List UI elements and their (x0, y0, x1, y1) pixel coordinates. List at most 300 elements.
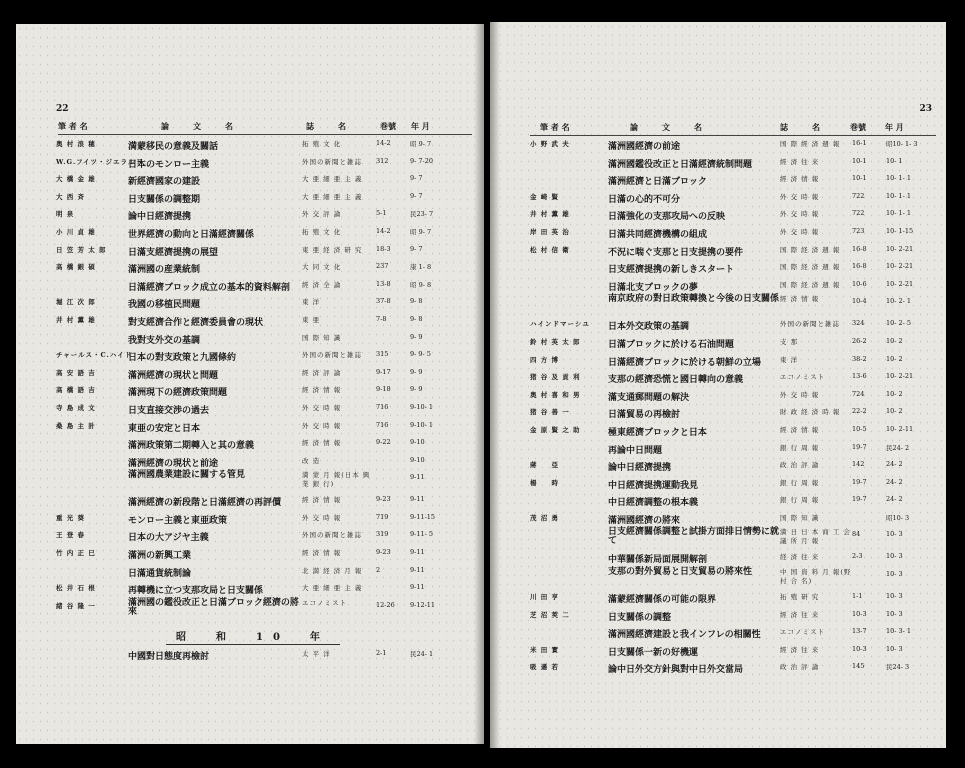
entry-row (16, 296, 484, 314)
date: 9-10 (410, 438, 425, 447)
entry-row (16, 244, 484, 262)
publication-name: 大 亜 細 亜 主 義 (302, 192, 363, 201)
author-name: 奥 村 喜 和 男 (530, 390, 581, 399)
entry-row (490, 371, 946, 389)
volume-number: 722 (852, 209, 865, 218)
article-title: 日支關係一新の好機運 (608, 647, 699, 658)
entry-row (16, 191, 484, 209)
entry-row (490, 226, 946, 244)
entry-row (16, 402, 484, 420)
volume-number: 1-1 (852, 592, 863, 601)
date: 9-10 (410, 455, 425, 464)
date: 10- 3 (886, 530, 903, 539)
author-name: 高 安 語 吉 (56, 368, 96, 377)
volume-number: 19-7 (852, 442, 867, 451)
entry-row (16, 455, 484, 473)
volume-number: 5-1 (376, 209, 387, 218)
article-title: 再轉機に立つ支那攻局と日支關係 (128, 586, 264, 597)
date: 10- 2-21 (886, 279, 914, 288)
volume-number: 14-2 (376, 226, 391, 235)
publication-name: 大 亜 細 亜 主 義 (302, 175, 363, 184)
publication-name: 東 洋 (302, 298, 321, 307)
volume-number: 9-23 (376, 548, 391, 557)
header-author: 筆 者 名 (58, 121, 88, 131)
volume-number: 13-8 (376, 279, 391, 288)
publication-name: 經 済 情 報 (302, 496, 342, 505)
article-title: 論中日經濟提携 (608, 463, 672, 474)
author-name: 竹 内 正 巳 (56, 549, 96, 558)
volume-number: 324 (852, 319, 865, 328)
entry-row (16, 420, 484, 438)
header-date: 年 月 (411, 121, 430, 131)
publication-name: 外 交 時 報 (780, 390, 820, 399)
author-name: 松 村 信 衛 (530, 245, 570, 254)
date: 10- 2 (886, 407, 903, 416)
article-title: 論中日經濟提携 (128, 212, 192, 223)
article-title: 日支直接交渉の過去 (128, 405, 210, 416)
volume-number: 716 (376, 420, 389, 429)
author-name: 奥 村 浪 穂 (56, 140, 96, 148)
header-volume: 巻號 (380, 121, 396, 131)
author-name: 明 泉 (56, 210, 75, 219)
article-title: 日本外交政策の基調 (608, 322, 690, 333)
article-title: 極東經濟ブロックと日本 (608, 427, 707, 438)
entry-row (16, 173, 484, 191)
article-title: 日滿強化の支那攻局への反映 (608, 212, 726, 223)
date: 康 1- 8 (410, 263, 432, 272)
publication-name: 中 国 資 料 月 報(野 村 合 名) (780, 568, 852, 586)
author-name: 日 笠 芳 太 郎 (56, 245, 107, 254)
date: 10- 2 (886, 336, 903, 345)
volume-number: 145 (852, 662, 865, 671)
publication-name: 經 済 情 報 (780, 175, 820, 184)
author-name: 楊 時 (530, 478, 560, 487)
article-title: 滿洲現下の經濟政策問題 (128, 388, 228, 399)
author-name: 茂 沼 勇 (530, 513, 560, 522)
publication-name: 太 平 洋 (302, 649, 331, 658)
volume-number: 9-18 (376, 385, 391, 394)
date: 10- 1- 1 (886, 209, 912, 218)
date: 昭 9- 7 (410, 227, 432, 236)
author-name: 吸 遜 若 (530, 663, 560, 672)
date: 9- 8 (410, 314, 423, 323)
publication-name: 満 蒙 月 報(日本 興 業 銀 行) (302, 471, 371, 489)
date: 10- 3 (886, 644, 903, 653)
entry-row (16, 648, 484, 666)
author-name: 緒 谷 隆 一 (56, 601, 96, 610)
article-title: 滿洲經濟と日滿ブロック (608, 177, 707, 188)
header-publication: 誌 名 (780, 122, 820, 132)
header-author: 筆 者 名 (540, 122, 570, 132)
volume-number: 16-8 (852, 262, 867, 271)
publication-name: 大 同 文 化 (302, 263, 342, 272)
article-title: 再論中日問題 (608, 445, 663, 456)
volume-number: 84 (852, 530, 861, 539)
author-name: 金 原 賢 之 助 (530, 425, 581, 434)
header-title: 論 文 名 (161, 121, 233, 131)
publication-name: 政 治 評 論 (780, 663, 820, 672)
date: 民24- 3 (886, 663, 910, 672)
author-name: 米 田 實 (530, 645, 560, 654)
year-heading (16, 622, 484, 648)
volume-number: 10-5 (852, 424, 867, 433)
date: 24- 2 (886, 477, 903, 486)
author-name: ハインドマーシユ (530, 320, 590, 329)
volume-number: 9-22 (376, 438, 391, 447)
article-title: 滿洲國經濟建設と我インフレの相關性 (608, 630, 761, 641)
author-name: 寺 島 成 文 (56, 403, 96, 412)
entry-row (490, 442, 946, 460)
entry-row (16, 156, 484, 174)
entry-row (490, 591, 946, 609)
author-name: 蔣 亞 (530, 461, 560, 470)
header-title: 論 文 名 (630, 122, 702, 132)
date: 9-10- 1 (410, 420, 434, 429)
date: 10- 3 (886, 592, 903, 601)
volume-number: 38-2 (852, 354, 867, 363)
article-title: 對支經濟合作と經濟委員會の現状 (128, 317, 264, 328)
entry-row (16, 367, 484, 385)
publication-name: 外 交 時 報 (302, 513, 342, 522)
date: 9-11 (410, 495, 425, 504)
publication-name: エコノミスト (302, 598, 347, 607)
right-page (490, 22, 946, 748)
author-name: 川 田 亨 (530, 593, 560, 602)
author-name: 松 井 石 根 (56, 584, 96, 593)
entry-row (490, 296, 946, 318)
date: 10- 3 (886, 570, 903, 579)
date: 10- 2 (886, 354, 903, 363)
publication-name: 銀 行 周 報 (780, 443, 820, 452)
date: 9- 7-20 (410, 156, 434, 165)
article-title: 日滿共同經濟機構の組成 (608, 229, 708, 240)
gutter-shadow (490, 22, 500, 748)
date: 9-11 (410, 473, 425, 482)
author-name: 大 西 斉 (56, 192, 86, 201)
article-title: モンロー主義と東亜政策 (128, 515, 228, 526)
volume-number: 722 (852, 191, 865, 200)
publication-name: 經 済 情 報 (302, 439, 342, 448)
publication-name: エコノミスト (780, 373, 825, 382)
publication-name: 外 交 時 報 (302, 403, 342, 412)
publication-name: 国 際 知 識 (780, 513, 820, 522)
entry-row (16, 279, 484, 297)
publication-name: 外 交 時 報 (780, 192, 820, 201)
article-title: 滿洲經濟の現状と問題 (128, 370, 219, 381)
publication-name: 外 交 時 報 (780, 210, 820, 219)
entry-row (490, 529, 946, 551)
publication-name: 經 済 全 論 (302, 280, 342, 289)
publication-name: 銀 行 周 報 (780, 478, 820, 487)
article-title: 日滿ブロックに於ける石油問題 (608, 339, 734, 350)
entry-row (16, 314, 484, 332)
date: 9- 9 (410, 385, 423, 394)
date: 9-10- 1 (410, 402, 434, 411)
article-title: 滿洲經濟の新段階と日滿經濟の再評價 (128, 498, 282, 509)
entry-row (490, 191, 946, 209)
date: 9-11-15 (410, 512, 436, 521)
article-title: 我對支外交の基調 (128, 335, 201, 346)
date: 9- 8 (410, 297, 423, 306)
volume-number: 14-2 (376, 139, 391, 147)
author-name: 井 村 薫 雄 (530, 210, 570, 219)
article-title: 南京政府の對日政策轉換と今後の日支關係 (608, 294, 780, 305)
volume-number: 2-3 (852, 552, 863, 561)
date: 9-11- 5 (410, 530, 434, 539)
date: 10- 2- 1 (886, 297, 912, 306)
entry-row (490, 208, 946, 226)
entry-row (16, 261, 484, 279)
volume-number: 16-1 (852, 139, 867, 147)
author-name: 岸 田 英 治 (530, 227, 570, 236)
date: 10- 2 (886, 389, 903, 398)
article-title: 滿洲國經濟の前途 (608, 142, 681, 152)
publication-name: 經 済 情 報 (302, 386, 342, 395)
volume-number: 13-7 (852, 627, 867, 636)
date: 9-11 (410, 583, 425, 592)
author-name: 小 川 貞 雄 (56, 227, 96, 236)
volume-number: 312 (376, 156, 389, 165)
article-title: 世界經濟の動向と日滿經濟關係 (128, 229, 255, 240)
article-title: 滿洲政策第二期轉入と其の意義 (128, 441, 255, 452)
author-name: 王 登 春 (56, 531, 86, 540)
entry-row (16, 437, 484, 455)
entry-row (16, 547, 484, 565)
author-name: 小 野 武 夫 (530, 140, 570, 148)
year-heading-text: 昭 和 10 年 (166, 628, 340, 645)
entry-list (16, 138, 484, 665)
gutter-shadow (474, 24, 484, 744)
date: 10- 1-15 (886, 226, 914, 235)
volume-number: 10-6 (852, 279, 867, 288)
publication-name: 支 那 (780, 337, 799, 346)
entry-row (490, 354, 946, 372)
article-title: 滿支通郵問題の解決 (608, 392, 690, 403)
article-title: 日滿經濟ブロック成立の基本的資料解剖 (128, 282, 290, 293)
publication-name: 外国の新聞と雑誌 (780, 320, 840, 329)
entry-row (16, 349, 484, 367)
publication-name: 經 済 評 論 (302, 368, 342, 377)
author-name: 猪 谷 及 貢 利 (530, 373, 581, 382)
publication-name: 外 交 時 報 (302, 421, 342, 430)
volume-number: 26-2 (852, 336, 867, 345)
publication-name: 改 造 (302, 456, 321, 465)
date: 昭10- 1- 3 (886, 140, 918, 148)
volume-number: 315 (376, 350, 389, 359)
entry-row (16, 332, 484, 350)
publication-name: 外 交 評 論 (302, 210, 342, 219)
author-name: 四 方 博 (530, 355, 560, 364)
entry-row (16, 208, 484, 226)
article-title: 支那の經濟恐慌と國日轉向の意義 (608, 375, 744, 386)
date: 10- 1 (886, 156, 903, 165)
volume-number: 10-4 (852, 297, 867, 306)
author-name: 鈴 村 英 太 郎 (530, 337, 581, 346)
entry-row (490, 244, 946, 262)
date: 9-12-11 (410, 600, 436, 609)
publication-name: 国 際 知 識 (302, 333, 342, 342)
entry-row (16, 384, 484, 402)
left-page (16, 24, 484, 744)
article-title: 滿洲國の産業統制 (128, 265, 201, 276)
article-title: 滿洲國經濟の將來 (608, 515, 681, 526)
date: 9- 7 (410, 174, 423, 183)
publication-name: 北 満 経 済 月 報 (302, 566, 363, 575)
publication-name: 国 際 経 済 週 報 (780, 280, 841, 289)
entry-row (490, 138, 946, 156)
volume-number: 319 (376, 530, 389, 539)
author-name: 高 橋 銀 碩 (56, 263, 96, 272)
page-number: 22 (56, 104, 69, 114)
publication-name: 外 交 時 報 (780, 227, 820, 236)
publication-name: 国 際 経 済 週 報 (780, 245, 841, 254)
volume-number: 724 (852, 389, 865, 398)
author-name: 高 橋 語 吉 (56, 386, 96, 395)
volume-number: 12-26 (376, 600, 395, 609)
article-title: 日滿通貨統制論 (128, 568, 192, 579)
date: 昭 9- 7 (410, 140, 432, 148)
header-rule (58, 134, 472, 135)
date: 10- 2-11 (886, 424, 914, 433)
date: 10- 2-21 (886, 244, 914, 253)
volume-number: 18-3 (376, 244, 391, 253)
article-title: 日支經濟關係調整と試掛方面排日情勢に就て (608, 527, 780, 547)
publication-name: 外国の新聞と雑誌 (302, 351, 362, 360)
date: 9- 9 (410, 367, 423, 376)
date: 9-11 (410, 548, 425, 557)
article-title: 滿洲の新興工業 (128, 551, 192, 562)
publication-name: エコノミスト (780, 628, 825, 637)
publication-name: 東 亜 (302, 315, 321, 324)
article-title: 日本の對支政策と九國條約 (128, 353, 237, 364)
entry-row (490, 406, 946, 424)
publication-name: 拓 殖 研 究 (780, 593, 820, 602)
column-header (16, 121, 484, 133)
author-name: 大 橋 金 雄 (56, 175, 96, 184)
entry-row (16, 512, 484, 530)
publication-name: 經 済 情 報 (780, 425, 820, 434)
entry-row (16, 494, 484, 512)
date: 24- 2 (886, 460, 903, 469)
volume-number: 16-8 (852, 244, 867, 253)
volume-number: 719 (376, 512, 389, 521)
publication-name: 經 済 往 来 (780, 645, 820, 654)
volume-number: 9-23 (376, 495, 391, 504)
entry-row (490, 156, 946, 174)
entry-row (490, 609, 946, 627)
volume-number: 37-8 (376, 297, 391, 306)
date: 昭 9- 8 (410, 280, 432, 289)
publication-name: 東 亜 経 済 研 究 (302, 245, 363, 254)
date: 民24- 1 (410, 649, 434, 658)
entry-row (490, 261, 946, 279)
date: 10- 1- 1 (886, 174, 912, 183)
entry-row (490, 389, 946, 407)
entry-row (16, 138, 484, 156)
article-title: 日滿貿易の再檢討 (608, 410, 681, 421)
article-title: 支那の對外貿易と日支貿易の將來性 (608, 567, 753, 578)
publication-name: 大 亜 細 亜 主 義 (302, 584, 363, 593)
publication-name: 国 際 經 済 週 報 (780, 140, 841, 148)
date: 昭10- 3 (886, 513, 910, 522)
article-title: 日本の大アジヤ主義 (128, 533, 209, 544)
header-rule (530, 135, 936, 136)
volume-number: 19-7 (852, 495, 867, 504)
date: 9-11 (410, 565, 425, 574)
header-date: 年 月 (885, 122, 904, 132)
volume-number: 10-1 (852, 174, 867, 183)
publication-name: 財 政 経 済 時 報 (780, 408, 841, 417)
article-title: 不況に喘ぐ支那と日支提携の要件 (608, 247, 744, 258)
date: 9- 9- 5 (410, 350, 431, 359)
article-title: 滿洲國鑑役改正と日滿經濟統制問題 (608, 159, 753, 170)
header-volume: 巻號 (850, 122, 866, 132)
date: 10- 1- 1 (886, 191, 912, 200)
column-header (490, 122, 946, 134)
volume-number: 716 (376, 402, 389, 411)
publication-name: 政 治 評 論 (780, 461, 820, 470)
entry-row (490, 424, 946, 442)
author-name: 重 光 葵 (56, 513, 86, 522)
article-title: 滿洲國の鑑役改正と日滿ブロック經濟の將來 (128, 597, 299, 617)
volume-number: 10-3 (852, 644, 867, 653)
date: 民24- 2 (886, 443, 910, 452)
date: 9- 9 (410, 332, 423, 341)
publication-name: 經 済 情 報 (302, 549, 342, 558)
entry-row (490, 336, 946, 354)
entry-row (490, 626, 946, 644)
publication-name: 満 日 日 本 商 工 会 議 所 月 報 (780, 528, 851, 546)
volume-number: 22-2 (852, 407, 867, 416)
date: 9- 7 (410, 191, 423, 200)
article-title: 日滿の心的不可分 (608, 194, 681, 205)
volume-number: 9-17 (376, 367, 391, 376)
article-title: 中日經濟調整の根本義 (608, 498, 699, 509)
article-title: 東亜の安定と日本 (128, 423, 201, 434)
page-number: 23 (919, 104, 932, 114)
article-title: 日滿北支ブロックの夢 (608, 282, 698, 293)
volume-number: 19-7 (852, 477, 867, 486)
publication-name: 外国の新聞と雑誌 (302, 157, 362, 166)
author-name: 金 崎 賢 (530, 192, 560, 201)
author-name: 井 村 薫 雄 (56, 315, 96, 324)
article-title: 新經濟國家の建設 (128, 177, 201, 188)
date: 10- 3 (886, 552, 903, 561)
volume-number: 237 (376, 262, 389, 271)
article-title: 我國の移植民問題 (128, 300, 201, 311)
entry-row (490, 569, 946, 591)
date: 24- 2 (886, 495, 903, 504)
author-name: 桑 島 主 計 (56, 421, 96, 430)
entry-row (16, 226, 484, 244)
date: 10- 3 (886, 609, 903, 618)
entry-row (490, 459, 946, 477)
publication-name: 拓 殖 文 化 (302, 227, 342, 236)
entry-row (16, 597, 484, 622)
volume-number: 13-6 (852, 372, 867, 381)
publication-name: 外国の新聞と雑誌 (302, 531, 362, 540)
header-publication: 誌 名 (306, 121, 346, 131)
entry-row (490, 661, 946, 679)
entry-row (16, 472, 484, 494)
article-title: 滿蒙經濟關係の可能の限界 (608, 595, 717, 606)
author-name: 猪 谷 善 一 (530, 408, 570, 417)
publication-name: 經 済 情 報 (780, 295, 820, 304)
author-name: W.G.フイツ・ジエラルド (56, 157, 143, 166)
publication-name: 經 済 往 来 (780, 157, 820, 166)
article-title: 滿洲經濟の現状と前途 (128, 458, 219, 469)
date: 9- 7 (410, 244, 423, 253)
